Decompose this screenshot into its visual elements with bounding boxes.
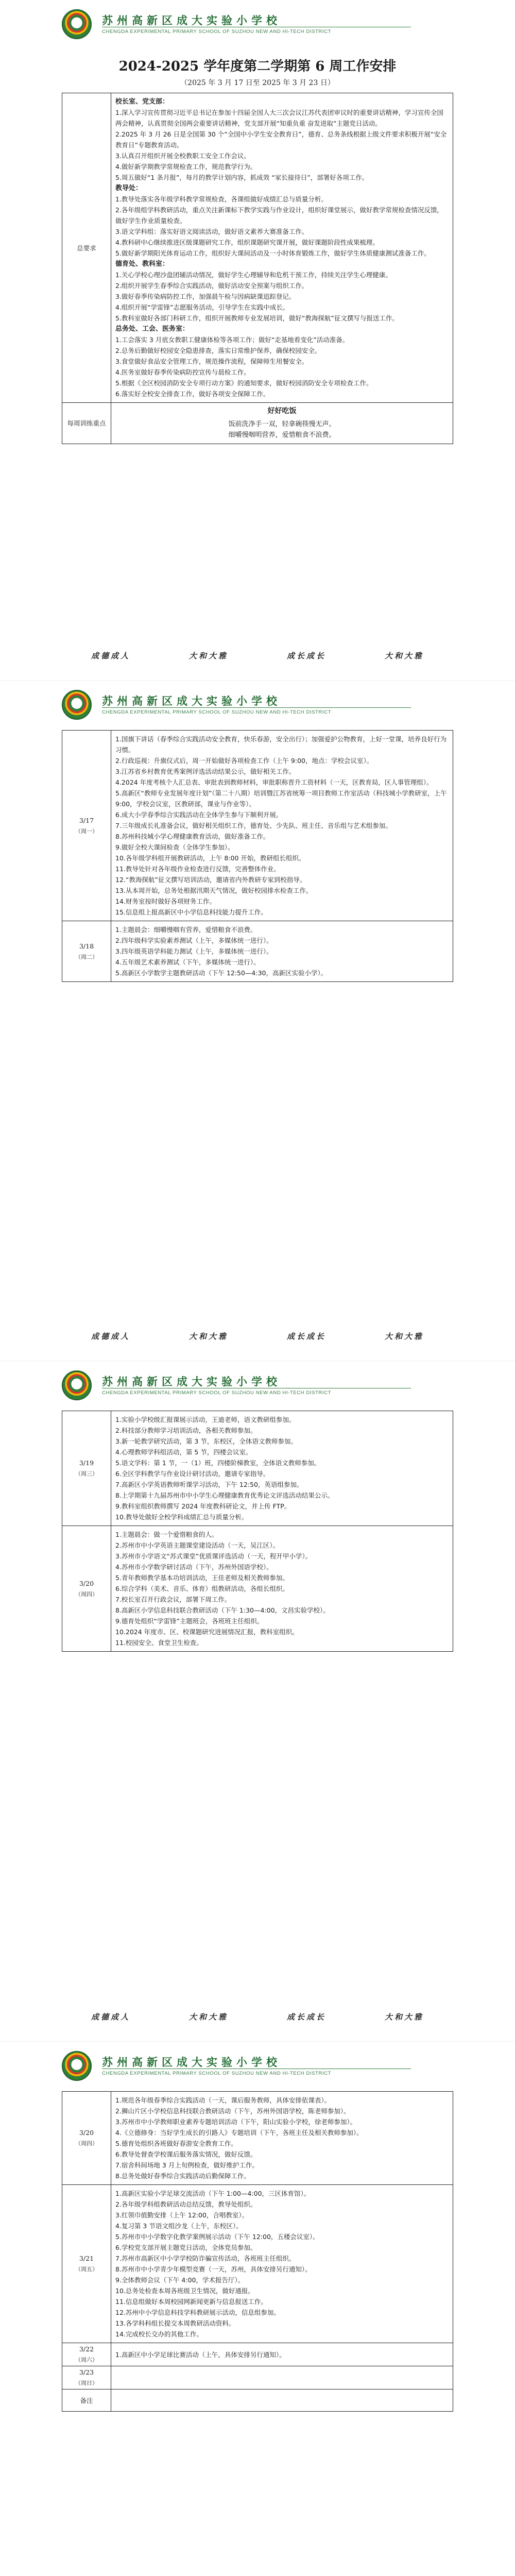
footer-motto-item: 大和大雅 [384, 2012, 424, 2022]
summary-item: 3.认真召开组织开展全校教职工安全工作会议。 [115, 152, 250, 160]
schedule-item: 2.苏州市中小学英语主题课堂建设活动（一天，吴江区）。 [115, 1541, 280, 1549]
schedule-table [62, 2091, 453, 2412]
date-range: （2025 年 3 月 17 日至 2025 年 3 月 23 日） [180, 79, 335, 87]
schedule-item: 3.新一轮教学研究活动，第 3 节，东校区，全体语文教师参加。 [115, 1437, 297, 1445]
schedule-item: 14.完成校长交办的其他工作。 [115, 2330, 203, 2338]
school-name-cn: 苏州高新区成大实验小学校 [102, 2056, 281, 2069]
footer-motto-item: 大和大雅 [384, 651, 424, 660]
day-date: 3/18 [79, 942, 94, 950]
schedule-item: 2.行政巡视：升旗仪式后，周一开始做好各项检查工作（上午 9:00，地点：学校会议室）。 [115, 757, 373, 765]
day-cell [62, 2343, 111, 2366]
summary-item: 5.根据《全区校园消防安全专项行动方案》的通知要求，做好校园消防安全专项检查工作。 [115, 379, 373, 387]
summary-item: 3.食堂做好食品安全管理工作，规范操作流程，保障师生用餐安全。 [115, 358, 308, 365]
weekly-focus-line: 饭前洗净手一双，轻拿碗筷慢无声。 [228, 420, 336, 428]
footer-motto-item: 大和大雅 [188, 2012, 228, 2022]
summary-item: 1.工会落实 3 月底女教职工健康体检等各项工作；做好“走基地看变化”活动准备。 [115, 336, 349, 344]
day-date: 3/22 [79, 2345, 94, 2353]
summary-item: 2.总务后勤做好校园安全隐患排查，落实日常维护保养，确保校园安全。 [115, 347, 321, 354]
day-content [111, 2366, 453, 2389]
weekly-focus-title: 好好吃饭 [267, 407, 297, 415]
quote-row [62, 403, 453, 444]
day-date: 3/20 [79, 2129, 94, 2137]
day-weekday: （周一） [75, 827, 98, 835]
summary-item: 4.做好新学期教学常规检查工作，规范教学行为。 [115, 163, 257, 171]
schedule-item: 1.高新区中小学足球比赛活动（上午，具体安排另行通知）。 [115, 2350, 286, 2359]
schedule-item: 11.教导处针对各年级作业检查进行反馈，完善整体作业。 [115, 865, 280, 873]
page-1 [0, 0, 515, 681]
school-logo-icon [62, 2051, 92, 2081]
schedule-item: 8.高新区小学信息科技联合教研活动（下午 1:30—4:00，文昌实验学校）。 [115, 1606, 330, 1614]
schedule-item: 10.教导处做好全校学科成绩汇总与质量分析。 [115, 1513, 248, 1521]
school-header [62, 9, 453, 40]
summary-item: 2.各年级组学科教研活动，重点关注新课标下教学实践与作业设计，组织好课堂展示，做好教学常规检查情况反馈，做好学生作业质量检查。 [115, 206, 443, 225]
day-weekday: （周五） [75, 2266, 98, 2273]
summary-item: 5.教科室做好各部门科研工作，组织开展教师专业发展培训，做好“教海探航”征文撰写与报送工作。 [115, 314, 399, 322]
schedule-table [62, 730, 453, 982]
footer-motto [62, 1331, 453, 1346]
schedule-item: 10.2024 年度市、区、校课题研究进展情况汇报，教科室组织。 [115, 1628, 299, 1636]
footer-motto-item: 成德成人 [91, 1332, 130, 1341]
schedule-row [62, 2185, 453, 2343]
school-header [62, 2051, 453, 2082]
schedule-item: 4.五年级艺术素养测试（下午，多媒体统一进行）。 [115, 958, 260, 966]
page-4 [0, 2042, 515, 2576]
footer-motto-item: 大和大雅 [188, 651, 228, 660]
note-label: 备注 [62, 2389, 111, 2412]
day-weekday: （周二） [75, 953, 98, 960]
school-name-en: CHENGDA EXPERIMENTAL PRIMARY SCHOOL OF SUZHOU NEW AND HI-TECH DISTRICT [102, 29, 332, 35]
school-logo-icon [62, 1370, 92, 1400]
day-cell [62, 2366, 111, 2389]
schedule-item: 10.各年级学科组开展教研活动，上午 8:00 开始，教研组长组织。 [115, 854, 305, 862]
summary-item: 1.关心学校心理沙盘团辅活动情况，做好学生心理辅导和危机干预工作，持续关注学生心理健康。 [115, 271, 392, 279]
schedule-item: 12.苏州中小学信息科技学科教研展示活动，信息组参加。 [115, 2309, 280, 2316]
footer-motto-item: 成长成长 [286, 651, 326, 660]
note-row [62, 2389, 453, 2412]
schedule-row [62, 2343, 453, 2366]
schedule-item: 8.总务处做好春季综合实践活动后勤保障工作。 [115, 2172, 250, 2180]
school-name-en: CHENGDA EXPERIMENTAL PRIMARY SCHOOL OF SUZHOU NEW AND HI-TECH DISTRICT [102, 2071, 332, 2076]
schedule-item: 3.苏州市小学语文“苏式课堂”优质课评选活动（一天，程开甲小学）。 [115, 1552, 312, 1560]
summary-item: 3.语文学科组：落实好语文阅读活动，做好语文素养大赛准备工作。 [115, 228, 308, 235]
footer-motto-item: 成德成人 [91, 2012, 130, 2022]
school-logo-icon [62, 690, 92, 720]
day-weekday: （周日） [75, 2380, 98, 2386]
schedule-row [62, 1411, 453, 1526]
schedule-item: 2.狮山片区小学校信息科技联合教研活动（下午，苏州外国语学校，陈老师参加）。 [115, 2107, 350, 2115]
footer-motto-item: 成长成长 [286, 2012, 326, 2022]
schedule-item: 1.主题晨会：做一个爱惜粮食的人。 [115, 1531, 218, 1538]
schedule-item: 5.德育处组织各班做好春游安全教育工作。 [115, 2140, 237, 2147]
day-content [111, 1411, 453, 1526]
day-content [111, 2185, 453, 2343]
schedule-item: 5.苏州市中小学数字化教学案例展示活动（下午 12:00，五楼会议室）。 [115, 2233, 319, 2241]
summary-item: 4.教科研中心继续推进区级课题研究工作，组织课题研究课开展，做好课题阶段性成果梳理。 [115, 239, 379, 246]
schedule-item: 4.心理教师学科组活动，第 5 节，四楼会议室。 [115, 1448, 252, 1456]
schedule-row [62, 2366, 453, 2389]
school-name-cn: 苏州高新区成大实验小学校 [102, 14, 281, 27]
day-content [111, 2092, 453, 2185]
schedule-row [62, 921, 453, 982]
schedule-item: 9.德育处组织“学雷锋”主题班会，各班班主任组织。 [115, 1617, 264, 1625]
schedule-item: 6.学校党支部开展主题党日活动，全体党员参加。 [115, 2244, 257, 2251]
page-title: 2024-2025 学年度第二学期第 6 周工作安排 [118, 59, 397, 74]
day-content [111, 1526, 453, 1652]
footer-motto-item: 大和大雅 [188, 1332, 228, 1341]
section-heading: 教导处： [115, 184, 143, 192]
summary-content [111, 93, 453, 403]
schedule-item: 5.青年教师教学基本功培训活动，王佳老师及相关教师参加。 [115, 1574, 289, 1582]
day-weekday: （周四） [75, 2140, 98, 2147]
schedule-item: 1.实验小学校级汇报课展示活动，王迪老师，语文教研组参加。 [115, 1416, 296, 1423]
school-header [62, 690, 453, 721]
schedule-item: 15.信息组上报高新区中小学信息科技能力提升工作。 [115, 908, 267, 916]
header-divider [102, 707, 411, 708]
schedule-item: 1.主题晨会：细嚼慢咽有营养，爱惜粮食不浪费。 [115, 926, 257, 934]
summary-item: 4.组织开展“学雷锋”志愿服务活动，引导学生在实践中成长。 [115, 303, 289, 311]
schedule-item: 4.苏州市小学数学研讨活动（下午，苏州外国语学校）。 [115, 1563, 273, 1571]
schedule-item: 6.成大小学春季综合实践活动在全体学生参与下顺利开展。 [115, 811, 283, 819]
schedule-item: 6.全区学科教学与作业设计研讨活动，邀请专家指导。 [115, 1470, 270, 1478]
weekly-focus [111, 403, 453, 444]
schedule-item: 6.综合学科（美术、音乐、体育）组教研活动，各组长组织。 [115, 1585, 289, 1592]
summary-item: 2.组织开展学生春季综合实践活动，做好活动安全预案与组织工作。 [115, 282, 308, 290]
summary-row [62, 93, 453, 403]
section-heading: 德育处、教科室： [115, 260, 169, 268]
summary-table [62, 93, 453, 444]
schedule-item: 5.高新区“教师专业发展年度计划”（第二十八期）培训暨江苏省统筹一项目教师工作室活动（科技城小学教研室，上午 9:00，学校会议室，区教研部，课业与作业等）。 [115, 789, 447, 808]
schedule-item: 12.“教海探航”征文撰写培训活动，邀请省内外教研专家到校指导。 [115, 876, 306, 884]
quote-label: 每周训练重点 [62, 403, 111, 444]
footer-motto [62, 650, 453, 666]
schedule-table [62, 1411, 453, 1652]
day-content [111, 731, 453, 921]
day-date: 3/17 [79, 816, 94, 824]
summary-item: 5.周五做好“1 条月报”，每月的教学计划内容，抓成效 “家长接待日”，部署好各项工作。 [115, 174, 369, 181]
section-heading: 总务处、工会、医务室： [115, 325, 190, 333]
schedule-item: 8.上学期第十九届苏州市中小学生心理健康教育优秀论文评选活动结果公示。 [115, 1492, 334, 1499]
schedule-item: 5.语文学科：第 1 节，一（1）班，四楼阶梯教室，全体语文教师参加。 [115, 1459, 321, 1467]
schedule-item: 7.宿舍科间场地 3 月上旬例检查，做好维护工作。 [115, 2161, 259, 2169]
summary-item: 1.教导处落实各年级学科教学常规检查，各课组做好成绩汇总与质量分析。 [115, 195, 328, 203]
footer-motto [62, 2011, 453, 2027]
schedule-item: 13.各学科科组长提交本周教研活动资料。 [115, 2319, 235, 2327]
schedule-item: 8.苏州市中小学青少年模型竞赛（一天，苏州，具体安排另行通知）。 [115, 2265, 312, 2273]
footer-motto-item: 成长成长 [286, 1332, 326, 1341]
day-cell [62, 2092, 111, 2185]
summary-item: 1.深入学习宣传贯彻习近平总书记在参加十四届全国人大三次会议江苏代表团审议时的重要讲话精神，学习宣传全国两会精神，认真贯彻全国两会重要讲话精神，党支部开展“知重负重 奋发进取”主题党日活动。 [115, 109, 443, 127]
schedule-item: 7.三年级成长礼准备会议，做好相关组织工作，德育处、少先队、班主任、音乐组与艺术组参加。 [115, 822, 392, 829]
schedule-item: 5.高新区小学数学主题教研活动（下午 12:50—4:30，高新区实验小学）。 [115, 969, 328, 977]
schedule-item: 1.规范各年级春季综合实践活动（一天，课后服务教师，具体安排依课表）。 [115, 2096, 331, 2104]
day-date: 3/19 [79, 1459, 94, 1467]
summary-label: 总要求 [62, 93, 111, 403]
footer-motto-item: 大和大雅 [384, 1332, 424, 1341]
schedule-item: 3.红领巾值勤安排（上午 12:00，合唱教室）。 [115, 2211, 249, 2219]
schedule-row [62, 731, 453, 921]
schedule-item: 3.江苏省乡村教育优秀案例评选活动结果公示，做好相关工作。 [115, 768, 296, 775]
schedule-item: 2.各年级学科组教研活动总结反馈，教导处组织。 [115, 2200, 257, 2208]
summary-item: 4.医务室做好春季传染病防控宣传与晨检工作。 [115, 368, 250, 376]
schedule-item: 14.财务室按时做好各项财务工作。 [115, 897, 216, 905]
schedule-item: 7.高新区小学英语教师听课学习活动，下午 12:50，英语组参加。 [115, 1481, 303, 1488]
schedule-item: 11.信息组做好本周校园网新闻更新与信息报送工作。 [115, 2298, 267, 2306]
schedule-item: 2.科技部分教师学习培训活动，各相关教师参加。 [115, 1427, 257, 1434]
schedule-item: 9.教科室组织教师撰写 2024 年度教科研论文，并上传 FTP。 [115, 1502, 291, 1510]
schedule-item: 4.《立德修身：当好学生成长的引路人》专题培训（下午，各班主任及相关教师参加）。 [115, 2129, 363, 2137]
schedule-item: 4.复习第 3 节语文组沙龙（上午，东校区）。 [115, 2222, 243, 2230]
schedule-row [62, 2092, 453, 2185]
schedule-item: 3.四年级英语学科能力测试（上午，多媒体统一进行）。 [115, 947, 273, 955]
schedule-item: 7.校长室召开行政会议，部署下周工作。 [115, 1596, 231, 1603]
day-date: 3/23 [79, 2368, 94, 2376]
summary-item: 5.做好新学期阳光体育运动工作，组织好大课间活动及一小时体育锻炼工作，做好学生体质健康测试准备工作。 [115, 249, 431, 257]
day-cell [62, 731, 111, 921]
day-date: 3/20 [79, 1579, 94, 1587]
footer-motto-item: 成德成人 [91, 651, 130, 660]
page-2 [0, 681, 515, 1361]
summary-item: 3.做好春季传染病防控工作，加强晨午检与因病缺课追踪登记。 [115, 293, 296, 300]
schedule-item: 10.总务处检查本周各班级卫生情况，做好通报。 [115, 2287, 254, 2295]
day-weekday: （周三） [75, 1470, 98, 1477]
note-content [111, 2389, 453, 2412]
schedule-item: 3.苏州市中小学教师职业素养专题培训活动（下午，阳山实验小学校，徐老师参加）。 [115, 2118, 357, 2126]
schedule-item: 4.2024 年度考核个人汇总表、审批表到教师材料，审批职称晋升工资材料（一天，区教育局，区人事管理组）。 [115, 778, 433, 786]
section-heading: 校长室、党支部： [115, 98, 169, 106]
schedule-item: 9.全体教师会议（下午 4:00，学术报告厅）。 [115, 2276, 245, 2284]
school-logo-icon [62, 9, 92, 39]
summary-item: 6.落实好全校安全排查工作，做好各项安全保障工作。 [115, 390, 270, 398]
schedule-item: 13.从本周开始，总务处根据汛期天气情况，做好校园排水检查工作。 [115, 887, 313, 894]
school-name-cn: 苏州高新区成大实验小学校 [102, 694, 281, 707]
schedule-item: 1.国旗下讲话（春季综合实践活动安全教育，快乐春游，安全出行）；加强爱护公物教育，上好一堂课，培养良好行为习惯。 [115, 735, 447, 754]
schedule-item: 1.高新区实验小学足球交流活动（下午 1:00—4:00，三区体育馆）。 [115, 2190, 311, 2197]
school-name-en: CHENGDA EXPERIMENTAL PRIMARY SCHOOL OF SUZHOU NEW AND HI-TECH DISTRICT [102, 709, 332, 715]
school-header [62, 1370, 453, 1401]
schedule-item: 9.做好全校大课间检查（全体学生参加）。 [115, 843, 234, 851]
schedule-item: 7.苏州市高新区中小学学校防诈骗宣传活动，各班班主任组织。 [115, 2255, 296, 2262]
day-content [111, 921, 453, 982]
day-cell [62, 1411, 111, 1526]
page-3 [0, 1361, 515, 2042]
school-name-cn: 苏州高新区成大实验小学校 [102, 1375, 281, 1388]
schedule-item: 6.教导处督查学校课后服务落实情况，做好反馈。 [115, 2150, 257, 2158]
schedule-item: 11.校园安全、食堂卫生检查。 [115, 1639, 203, 1647]
day-weekday: （周六） [75, 2357, 98, 2363]
day-cell [62, 1526, 111, 1652]
schedule-row [62, 1526, 453, 1652]
summary-item: 2.2025 年 3 月 26 日是全国第 30 个“全国中小学生安全教育日”，德育、总务条线根据上级文件要求积极开展“安全教育日”专题教育活动。 [115, 130, 447, 149]
day-content [111, 2343, 453, 2366]
weekly-focus-line: 细嚼慢咽明营养，爱惜粮食不浪费。 [228, 431, 336, 439]
day-date: 3/21 [79, 2255, 94, 2262]
day-cell [62, 2185, 111, 2343]
day-cell [62, 921, 111, 982]
schedule-item: 8.苏州科技城小学心理健康教育活动，做好准备工作。 [115, 833, 270, 840]
schedule-item: 2.四年级科学实验素养测试（上午，多媒体统一进行）。 [115, 937, 273, 944]
school-name-en: CHENGDA EXPERIMENTAL PRIMARY SCHOOL OF SUZHOU NEW AND HI-TECH DISTRICT [102, 1390, 332, 1396]
day-weekday: （周四） [75, 1590, 98, 1598]
